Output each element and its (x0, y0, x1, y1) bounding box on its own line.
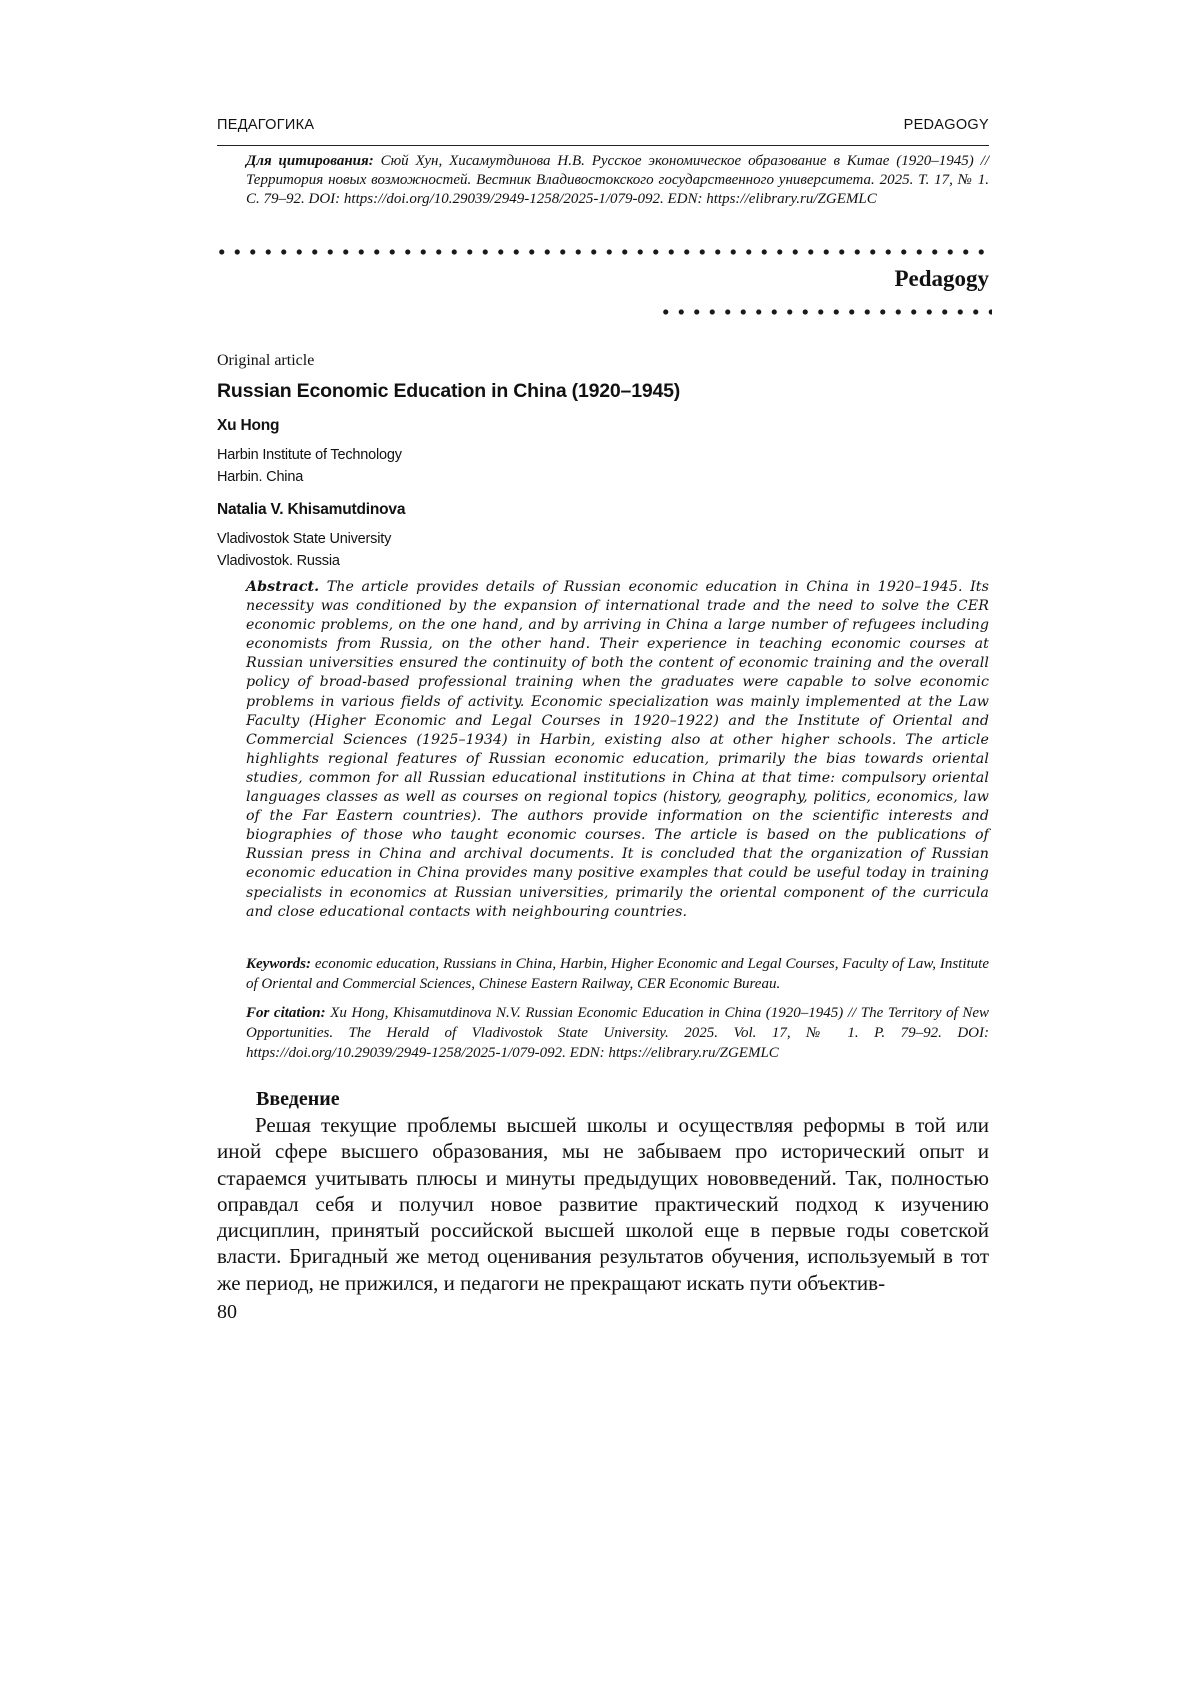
running-header (217, 115, 989, 146)
abstract-label: Abstract. (246, 579, 320, 595)
russian-citation (246, 152, 989, 209)
article-title: Russian Economic Education in China (1920–1945) (217, 380, 681, 402)
article-type: Original article (217, 352, 315, 369)
affiliation-location: Harbin. China (217, 469, 304, 485)
author-name: Xu Hong (217, 417, 280, 434)
keywords-text: economic education, Russians in China, Harbin, Higher Economic and Legal Courses, Faculty of Law, Institute of Oriental and Commercial Sciences, Chinese Eastern Railway, CER Economic Bureau. (246, 956, 990, 992)
author-affiliation (217, 444, 402, 488)
introduction-paragraph: Решая текущие проблемы высшей школы и осуществляя реформы в той или иной сфере высшего образования, мы не забываем про исторический опыт и стараемся учитывать плюсы и минуты предыдущих нововведений. Так, полностью оправдал себя и получил новое развитие практический подход к изучению дисциплин, принятый российской высшей школой еще в первые годы советской власти. Бригадный же метод оценивания результатов обучения, используемый в тот же период, не прижился, и педагоги не прекращают искать пути объектив- (217, 1113, 989, 1295)
affiliation-institution: Harbin Institute of Technology (217, 447, 402, 463)
english-citation (246, 1003, 989, 1063)
introduction-heading: Введение (256, 1088, 340, 1110)
abstract-text: The article provides details of Russian economic education in China in 1920–1945. Its necessity was conditioned by the expansion of international trade and the need to solve the CER economic problems, on the one hand, and by arriving in China a large number of refugees including economists from Russia, on the other hand. Their experience in teaching economic courses at Russian universities ensured the continuity of both the content of economic training and the overall policy of broad-based professional training when the graduates were capable to solve economic problems in various fields of activity. Economic specialization was mainly implemented at the Law Faculty (Higher Economic and Legal Courses in 1920–1922) and the Institute of Oriental and Commercial Sciences (1925–1934) in Harbin, existing also at other higher schools. The article highlights regional features of Russian economic education, primarily the bias towards oriental studies, common for all Russian educational institutions in China at that time: compulsory oriental languages classes as well as courses on regional topics (history, geography, politics, economics, law of the Far Eastern countries). The authors provide information on the scientific interests and biographies of those who taught economic courses. The article is based on the publications of Russian press in China and archival documents. It is concluded that the organization of Russian economic education in China provides many positive examples that could be useful today in training specialists in economics at Russian universities, primarily the oriental component of the curricula and close educational contacts with neighbouring countries. (246, 579, 989, 920)
running-header-left: ПЕДАГОГИКА (217, 117, 315, 133)
keywords-label: Keywords: (246, 956, 311, 972)
russian-citation-label: Для цитирования: (246, 153, 374, 169)
introduction-body (217, 1112, 989, 1296)
english-citation-label: For citation: (246, 1005, 326, 1021)
affiliation-location: Vladivostok. Russia (217, 553, 340, 569)
affiliation-institution: Vladivostok State University (217, 531, 392, 547)
abstract (246, 578, 989, 922)
dotted-divider-bottom (658, 306, 992, 318)
page-number: 80 (217, 1301, 237, 1323)
author-name: Natalia V. Khisamutdinova (217, 501, 406, 518)
keywords (246, 954, 989, 994)
running-header-right: PEDAGOGY (903, 117, 989, 133)
dotted-divider-top (214, 246, 992, 258)
section-label: Pedagogy (894, 266, 989, 291)
author-affiliation (217, 528, 391, 572)
russian-citation-text: Сюй Хун, Хисамутдинова Н.В. Русское экономическое образование в Китае (1920–1945) // Территория новых возможностей. Вестник Владивостокского государственного университета. 2025. Т. 17, № 1. С. 79–92. DOI: https://doi.org/10.29039/2949-1258/2025-1/079-092. EDN: https://elibrary.ru/ZGEMLC (246, 153, 989, 207)
english-citation-text: Xu Hong, Khisamutdinova N.V. Russian Economic Education in China (1920–1945) // The Territory of New Opportunities. The Herald of Vladivostok State University. 2025. Vol. 17, № 1. P. 79–92. DOI: https://doi.org/10.29039/2949-1258/2025-1/079-092. EDN: https://elibrary.ru/ZGEMLC (246, 1005, 989, 1061)
